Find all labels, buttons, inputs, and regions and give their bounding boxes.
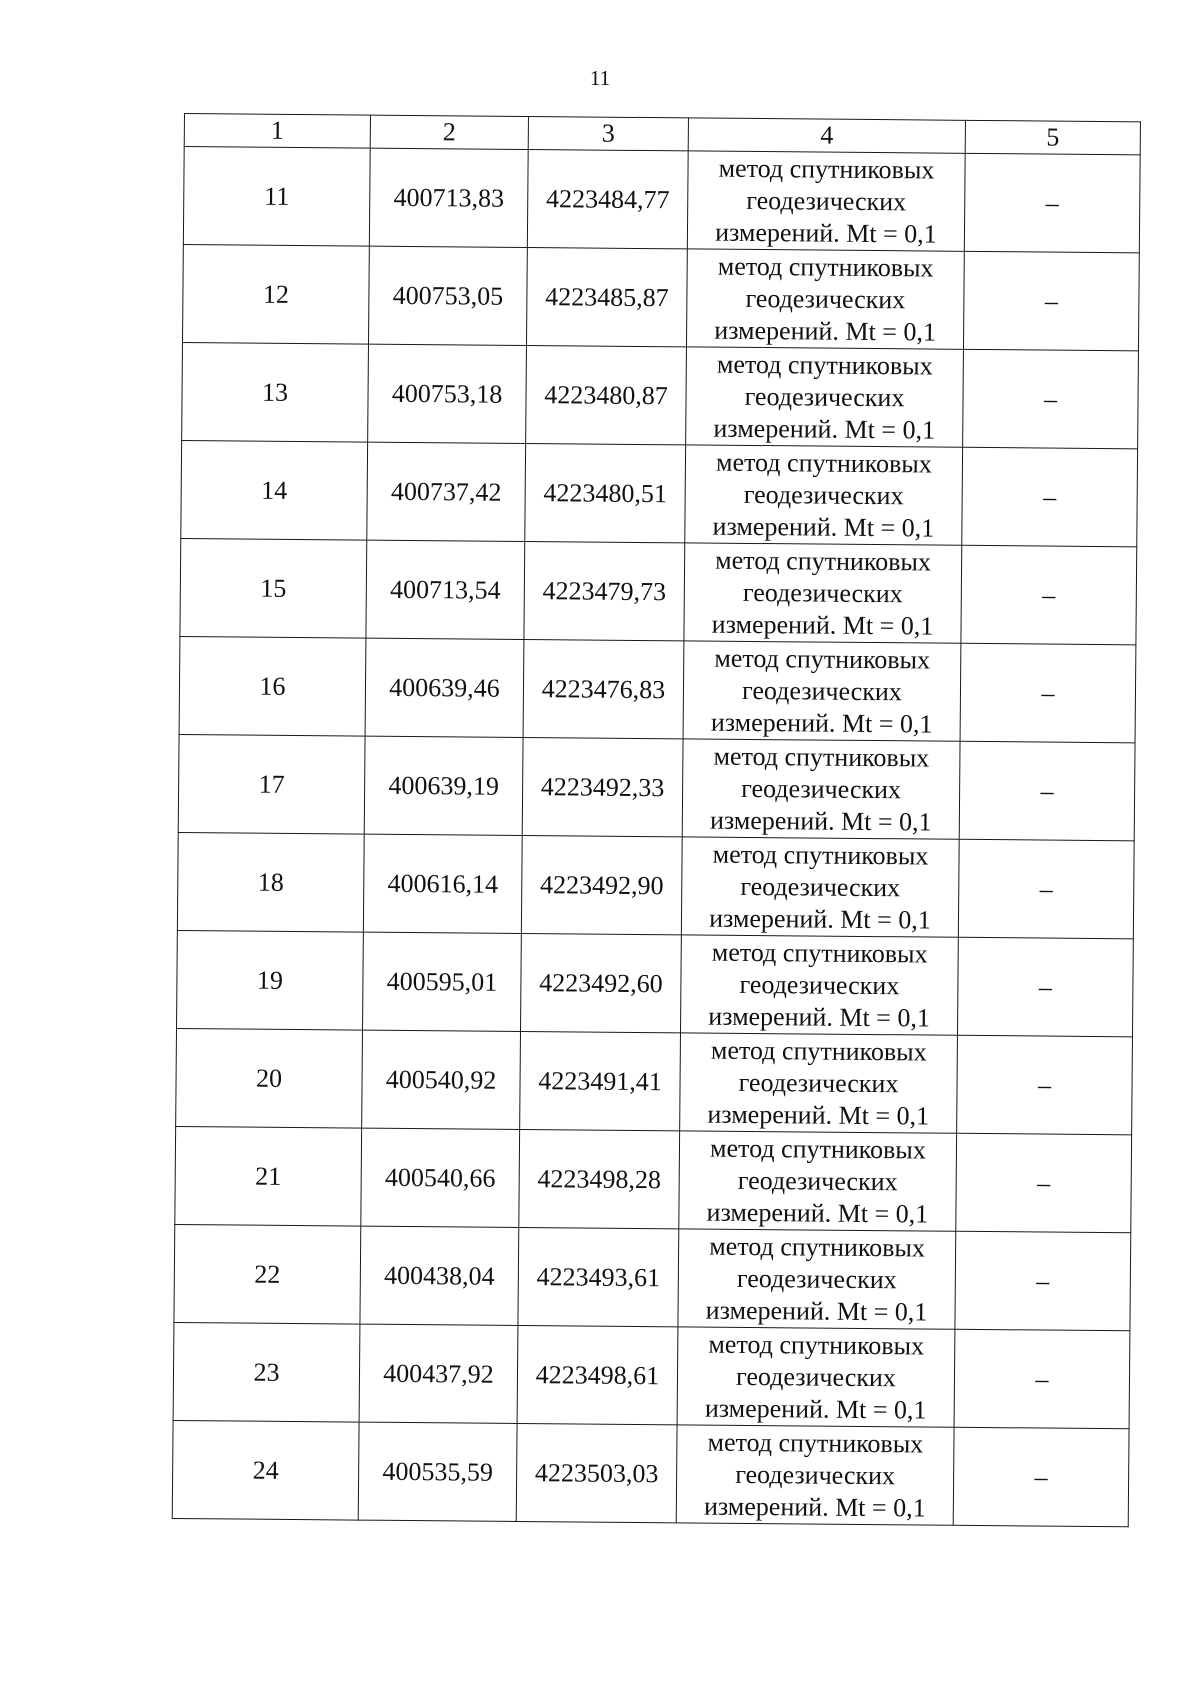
table-row [180,538,1137,644]
x-coordinate-cell: 400535,59 [358,1422,517,1521]
table-row [176,1028,1133,1134]
method-line-1: метод спутниковых [709,1231,926,1263]
method-cell [679,1131,957,1231]
x-coordinate-cell: 400616,14 [363,834,522,933]
note-cell: – [955,1231,1131,1331]
table-row [173,1322,1130,1428]
y-coordinate-cell: 4223498,28 [519,1129,680,1228]
method-cell [680,935,958,1035]
method-cell [684,543,962,643]
y-coordinate-cell: 4223480,87 [526,345,687,444]
method-line-2: геодезических [742,577,903,608]
x-coordinate-cell: 400639,46 [365,638,524,737]
method-line-3: измерений. Mt = 0,1 [705,1295,928,1327]
y-coordinate-cell: 4223492,60 [520,933,681,1032]
point-number-cell: 21 [175,1126,362,1226]
method-cell [686,347,964,447]
header-col-4: 4 [688,118,965,153]
y-coordinate-cell: 4223476,83 [523,639,684,738]
point-number-cell: 12 [182,244,369,344]
coordinates-table [172,113,1141,1527]
method-line-2: геодезических [739,969,900,1000]
x-coordinate-cell: 400737,42 [367,442,526,541]
x-coordinate-cell: 400438,04 [360,1226,519,1325]
method-line-3: измерений. Mt = 0,1 [706,1197,929,1229]
table-row [172,1420,1129,1526]
table-row [182,244,1139,350]
table-body [172,147,1140,1527]
x-coordinate-cell: 400753,05 [368,246,527,345]
y-coordinate-cell: 4223480,51 [525,443,686,542]
x-coordinate-cell: 400540,92 [362,1030,521,1129]
method-line-2: геодезических [744,381,905,412]
note-cell: – [959,741,1135,841]
method-cell [676,1425,954,1525]
table-row [174,1224,1131,1330]
note-cell: – [964,153,1140,253]
point-number-cell: 18 [177,832,364,932]
note-cell: – [962,447,1138,547]
method-line-1: метод спутниковых [707,1427,924,1459]
table-row [177,832,1134,938]
method-cell [686,249,964,349]
method-line-3: измерений. Mt = 0,1 [704,1393,927,1425]
method-line-1: метод спутниковых [716,349,933,381]
method-line-3: измерений. Mt = 0,1 [712,511,935,543]
point-number-cell: 23 [173,1322,360,1422]
method-line-3: измерений. Mt = 0,1 [709,805,932,837]
point-number-cell: 14 [181,440,368,540]
x-coordinate-cell: 400595,01 [363,932,522,1031]
method-line-1: метод спутниковых [718,153,935,185]
x-coordinate-cell: 400540,66 [361,1128,520,1227]
method-cell [680,1033,958,1133]
page-number: 11 [589,66,611,90]
header-col-3: 3 [528,117,688,151]
note-cell: – [957,937,1133,1037]
header-col-5: 5 [965,120,1140,155]
method-cell [685,445,963,545]
point-number-cell: 19 [177,930,364,1030]
x-coordinate-cell: 400753,18 [368,344,527,443]
method-line-3: измерений. Mt = 0,1 [703,1491,926,1523]
method-line-2: геодезических [745,283,906,314]
point-number-cell: 13 [182,342,369,442]
method-line-1: метод спутниковых [712,839,929,871]
y-coordinate-cell: 4223492,33 [522,737,683,836]
y-coordinate-cell: 4223503,03 [516,1423,677,1522]
method-line-1: метод спутниковых [708,1329,925,1361]
y-coordinate-cell: 4223484,77 [527,150,688,249]
x-coordinate-cell: 400713,54 [366,540,525,639]
point-number-cell: 11 [183,147,370,247]
method-cell [683,641,961,741]
method-line-2: геодезических [741,773,902,804]
method-line-2: геодезических [740,871,901,902]
y-coordinate-cell: 4223485,87 [526,248,687,347]
method-line-1: метод спутниковых [711,937,928,969]
method-line-3: измерений. Mt = 0,1 [710,707,933,739]
method-line-3: измерений. Mt = 0,1 [709,903,931,935]
method-line-2: геодезических [735,1459,896,1490]
y-coordinate-cell: 4223479,73 [524,541,685,640]
method-line-2: геодезических [737,1165,898,1196]
y-coordinate-cell: 4223498,61 [517,1325,678,1424]
table-row [181,440,1138,546]
method-line-2: геодезических [746,185,907,216]
note-cell: – [954,1329,1130,1429]
table-row [179,636,1136,742]
table-row [178,734,1135,840]
method-line-1: метод спутниковых [710,1035,927,1067]
y-coordinate-cell: 4223491,41 [520,1031,681,1130]
point-number-cell: 15 [180,538,367,638]
table-row [175,1126,1132,1232]
x-coordinate-cell: 400639,19 [364,736,523,835]
table-row [183,147,1140,253]
point-number-cell: 17 [178,734,365,834]
method-line-1: метод спутниковых [714,643,931,675]
note-cell: – [961,545,1137,645]
method-line-3: измерений. Mt = 0,1 [708,1001,931,1033]
method-cell [678,1229,956,1329]
point-number-cell: 20 [176,1028,363,1128]
method-line-2: геодезических [736,1263,897,1294]
table-row [177,930,1134,1036]
table-row [182,342,1139,448]
method-line-1: метод спутниковых [715,447,932,479]
method-line-1: метод спутниковых [717,251,934,283]
note-cell: – [957,1035,1133,1135]
note-cell: – [963,251,1139,351]
x-coordinate-cell: 400713,83 [369,148,528,247]
method-line-3: измерений. Mt = 0,1 [714,315,937,347]
x-coordinate-cell: 400437,92 [359,1324,518,1423]
note-cell: – [958,839,1134,939]
method-line-2: геодезических [738,1067,899,1098]
header-col-1: 1 [184,114,370,149]
y-coordinate-cell: 4223493,61 [518,1227,679,1326]
note-cell: – [956,1133,1132,1233]
method-line-1: метод спутниковых [710,1133,926,1165]
note-cell: – [953,1427,1129,1527]
method-cell [687,151,965,251]
method-line-3: измерений. Mt = 0,1 [707,1099,930,1131]
method-line-3: измерений. Mt = 0,1 [713,413,936,445]
y-coordinate-cell: 4223492,90 [521,835,682,934]
note-cell: – [963,349,1139,449]
method-cell [677,1327,955,1427]
method-cell [682,739,960,839]
method-line-3: измерений. Mt = 0,1 [711,609,934,641]
point-number-cell: 24 [172,1420,359,1520]
method-line-3: измерений. Mt = 0,1 [715,217,937,249]
method-line-1: метод спутниковых [715,545,932,577]
method-line-1: метод спутниковых [713,741,930,773]
method-line-2: геодезических [741,675,902,706]
point-number-cell: 16 [179,636,366,736]
method-line-2: геодезических [743,479,904,510]
point-number-cell: 22 [174,1224,361,1324]
note-cell: – [960,643,1136,743]
method-line-2: геодезических [735,1361,896,1392]
method-cell [681,837,959,937]
header-col-2: 2 [370,115,528,149]
